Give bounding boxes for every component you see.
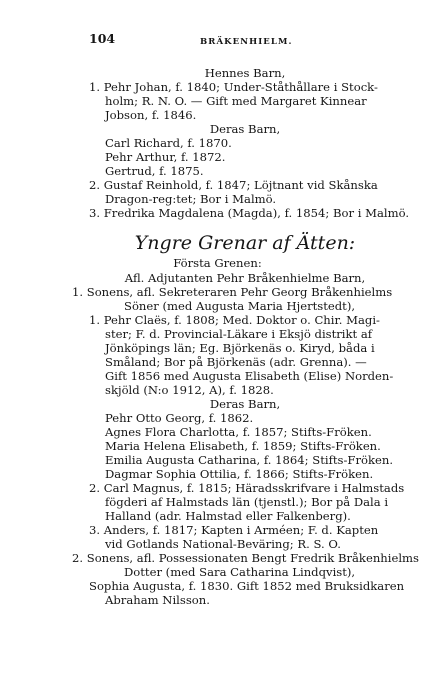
text-line: 2. Carl Magnus, f. 1815; Häradsskrifvare i Halmstads [89,481,405,495]
text-line: skjöld (N:o 1912, A), f. 1828. [105,383,274,397]
text-line: 2. Gustaf Reinhold, f. 1847; Löjtnant vid Skånska [89,178,378,192]
text-line: Agnes Flora Charlotta, f. 1857; Stifts-Fröken. [105,425,372,439]
section-heading: Hennes Barn, [204,66,286,80]
text-line: Jönköpings län; Eg. Björkenäs o. Kiryd, båda i [105,341,375,355]
text-line: Abraham Nilsson. [105,593,210,607]
text-line: Maria Helena Elisabeth, f. 1859; Stifts-Fröken. [105,439,381,453]
text-line: Jobson, f. 1846. [105,108,197,122]
text-line: ster; F. d. Provincial-Läkare i Eksjö distrikt af [105,327,373,341]
section-heading: Afl. Adjutanten Pehr Bråkenhielme Barn, [124,271,366,285]
text-line: Söner (med Augusta Maria Hjertstedt), [124,299,356,313]
text-line: Gift 1856 med Augusta Elisabeth (Elise) Norden- [105,369,394,383]
text-line: 3. Anders, f. 1817; Kapten i Arméen; F. d. Kapten [89,523,379,537]
text-line: 3. Fredrika Magdalena (Magda), f. 1854; Bor i Malmö. [89,206,410,220]
section-heading: Deras Barn, [209,122,281,136]
chapter-heading: Yngre Grenar af Ätten: [134,232,356,254]
text-line: 1. Sonens, afl. Sekreteraren Pehr Georg Bråkenhielms [72,285,393,299]
page-number: 104 [89,31,116,46]
text-line: Emilia Augusta Catharina, f. 1864; Stifts-Fröken. [105,453,394,467]
text-line: Småland; Bor på Björkenäs (adr. Grenna). — [105,355,367,369]
running-head: BRÄKENHIELM. [200,37,293,47]
text-line: Sophia Augusta, f. 1830. Gift 1852 med Bruksidkaren [89,579,405,593]
text-line: Pehr Otto Georg, f. 1862. [105,411,254,425]
text-line: vid Gotlands National-Beväring; R. S. O. [105,537,341,551]
text-line: Pehr Arthur, f. 1872. [105,150,226,164]
text-line: Dotter (med Sara Catharina Lindqvist), [124,565,356,579]
text-line: Carl Richard, f. 1870. [105,136,232,150]
text-line: Halland (adr. Halmstad eller Falkenberg). [105,509,351,523]
text-line: 2. Sonens, afl. Possessionaten Bengt Fredrik Bråkenhielms [72,551,419,565]
text-line: 1. Pehr Johan, f. 1840; Under-Ståthållare i Stock- [89,80,378,94]
text-line: Gertrud, f. 1875. [105,164,204,178]
text-line: 1. Pehr Claës, f. 1808; Med. Doktor o. Chir. Magi- [89,313,380,327]
text-line: Dagmar Sophia Ottilia, f. 1866; Stifts-Fröken. [105,467,374,481]
text-line: fögderi af Halmstads län (tjenstl.); Bor på Dala i [105,495,389,509]
section-heading: Första Grenen: [173,256,262,270]
text-line: holm; R. N. O. — Gift med Margaret Kinnear [105,94,367,108]
section-heading: Deras Barn, [209,397,281,411]
text-line: Dragon-reg:tet; Bor i Malmö. [105,192,277,206]
